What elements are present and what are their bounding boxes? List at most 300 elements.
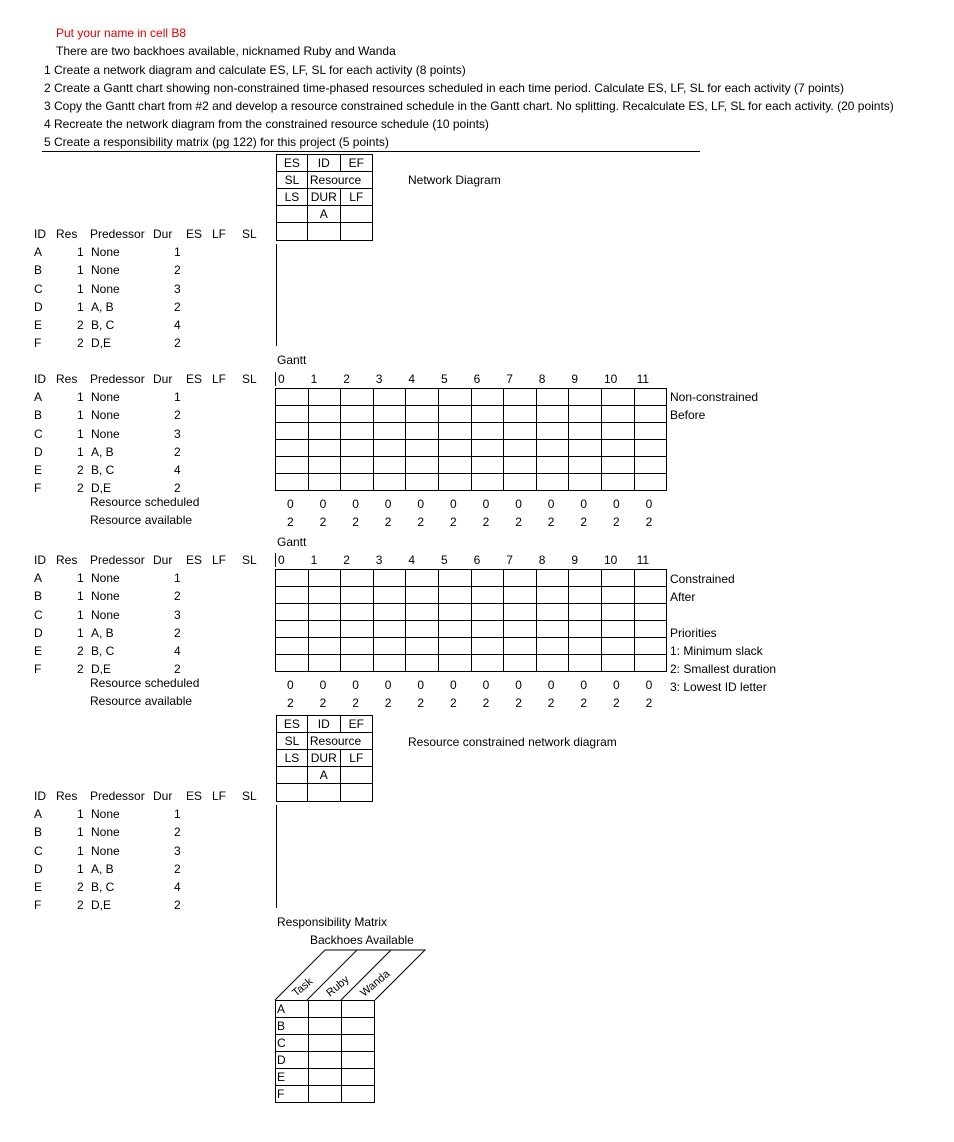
g1-cell[interactable]: [601, 389, 634, 406]
g1-cell[interactable]: [601, 440, 634, 457]
g1-cell[interactable]: [276, 423, 309, 440]
t2-row-3-res: 1: [77, 444, 84, 459]
g2-scheduled-5: 0: [450, 678, 457, 692]
g1-scheduled-8: 0: [547, 497, 555, 511]
t2-header-es: ES: [186, 372, 203, 386]
responsibility-header-svg: [270, 945, 440, 1005]
g1-available-5: 2: [450, 515, 457, 529]
g1-cell[interactable]: [438, 423, 471, 440]
t3-row-5-pred: D,E: [91, 662, 112, 677]
t3-header-dur: Dur: [153, 553, 173, 567]
priority-1: 1: Minimum slack: [670, 644, 763, 658]
g1-scheduled-9: 0: [580, 497, 588, 511]
responsibility-matrix: [275, 1000, 375, 1103]
g1-cell[interactable]: [308, 474, 341, 491]
g2-available-8: 2: [547, 696, 555, 710]
g2-cell[interactable]: [438, 570, 471, 587]
constrained-network-area-border: [276, 805, 277, 908]
g2-cell[interactable]: [569, 570, 602, 587]
g1-cell[interactable]: [373, 474, 406, 491]
g2-available-4: 2: [417, 696, 425, 710]
g2-scheduled-11: 0: [645, 678, 653, 692]
g1-scheduled-3: 0: [384, 497, 392, 511]
g1-cell[interactable]: [569, 474, 602, 491]
g1-cell[interactable]: [276, 406, 309, 423]
g1-cell[interactable]: [341, 457, 374, 474]
g1-cell[interactable]: [438, 440, 471, 457]
t1-row-0-id: A: [34, 245, 43, 260]
g1-cell[interactable]: [471, 474, 504, 491]
responsibility-subtitle: Backhoes Available: [310, 933, 414, 947]
g2-cell[interactable]: [341, 570, 374, 587]
g1-cell[interactable]: [341, 440, 374, 457]
g2-cell[interactable]: [438, 621, 471, 638]
g1-cell[interactable]: [438, 389, 471, 406]
t2-row-2-dur: 3: [174, 426, 181, 441]
g2-available-2: 2: [352, 696, 359, 710]
t3-row-1-dur: 2: [174, 589, 181, 604]
g1-period-6: 6: [473, 372, 481, 386]
t3-row-5-res: 2: [77, 662, 84, 677]
g1-cell[interactable]: [504, 406, 537, 423]
resp-ruby-d[interactable]: [309, 1052, 342, 1069]
g1-scheduled-7: 0: [515, 497, 522, 511]
t2-row-0-dur: 1: [174, 390, 181, 405]
g2-cell[interactable]: [341, 638, 374, 655]
g2-cell[interactable]: [276, 655, 309, 672]
g2-cell[interactable]: [471, 621, 504, 638]
g1-cell[interactable]: [504, 389, 537, 406]
resp-task-a: A: [276, 1001, 309, 1018]
t4-row-3-id: D: [34, 861, 43, 876]
g1-cell[interactable]: [308, 457, 341, 474]
t4-row-0-pred: None: [91, 807, 120, 822]
g1-cell[interactable]: [569, 406, 602, 423]
responsibility-title: Responsibility Matrix: [277, 915, 388, 929]
g1-cell[interactable]: [536, 474, 569, 491]
resp-wanda-c[interactable]: [342, 1035, 375, 1052]
g2-cell[interactable]: [276, 604, 309, 621]
g1-cell[interactable]: [601, 457, 634, 474]
g2-cell[interactable]: [634, 655, 667, 672]
step-3: 3 Copy the Gantt chart from #2 and develop a resource constrained schedule in the Gantt chart. No splitting. Recalculate ES, LF, SL for each activity. (20 points): [44, 99, 894, 113]
t1-row-4-dur: 4: [174, 318, 181, 332]
t2-row-4-dur: 4: [174, 463, 181, 477]
g1-available-3: 2: [384, 515, 392, 529]
resp-wanda-f[interactable]: [342, 1086, 375, 1103]
g2-cell[interactable]: [504, 570, 537, 587]
g1-cell[interactable]: [536, 406, 569, 423]
g1-header-left-border: [275, 372, 276, 386]
g2-cell[interactable]: [471, 587, 504, 604]
g2-cell[interactable]: [536, 638, 569, 655]
g1-cell[interactable]: [406, 440, 439, 457]
g1-cell[interactable]: [536, 440, 569, 457]
g2-resource-scheduled-label: Resource scheduled: [90, 676, 200, 690]
t4-header-lf: LF: [212, 789, 227, 803]
t4-header-es: ES: [186, 789, 203, 803]
t4-row-4-id: E: [34, 880, 43, 894]
t1-header-es: ES: [186, 227, 203, 241]
g2-available-1: 2: [319, 696, 327, 710]
g1-scheduled-11: 0: [645, 497, 653, 511]
g2-cell[interactable]: [406, 570, 439, 587]
t3-row-0-id: A: [34, 571, 43, 586]
g2-cell[interactable]: [276, 621, 309, 638]
g2-cell[interactable]: [601, 655, 634, 672]
g1-cell[interactable]: [438, 406, 471, 423]
g2-cell[interactable]: [308, 621, 341, 638]
g2-cell[interactable]: [471, 570, 504, 587]
g2-cell[interactable]: [373, 587, 406, 604]
t2-row-5-res: 2: [77, 481, 84, 496]
t2-row-4-res: 2: [77, 463, 84, 477]
t1-row-0-dur: 1: [174, 245, 181, 260]
g2-scheduled-3: 0: [384, 678, 392, 692]
g2-cell[interactable]: [308, 570, 341, 587]
g1-cell[interactable]: [276, 440, 309, 457]
g2-cell[interactable]: [341, 655, 374, 672]
g2-available-10: 2: [613, 696, 620, 710]
g2-scheduled-0: 0: [287, 678, 294, 692]
resp-ruby-b[interactable]: [309, 1018, 342, 1035]
t4-row-3-dur: 2: [174, 861, 181, 876]
g1-cell[interactable]: [438, 457, 471, 474]
g2-cell[interactable]: [373, 621, 406, 638]
g2-cell[interactable]: [276, 638, 309, 655]
t3-row-2-res: 1: [77, 607, 84, 622]
t4-row-3-res: 1: [77, 861, 84, 876]
g2-cell[interactable]: [504, 587, 537, 604]
g1-available-11: 2: [645, 515, 653, 529]
t4-row-1-id: B: [34, 825, 43, 840]
g1-period-9: 9: [571, 372, 579, 386]
g2-cell[interactable]: [341, 604, 374, 621]
g2-period-5: 5: [441, 553, 448, 567]
g1-cell[interactable]: [634, 474, 667, 491]
g2-cell[interactable]: [634, 621, 667, 638]
g2-cell[interactable]: [373, 604, 406, 621]
g2-cell[interactable]: [634, 587, 667, 604]
g2-cell[interactable]: [504, 604, 537, 621]
g2-cell[interactable]: [406, 621, 439, 638]
g1-cell[interactable]: [471, 406, 504, 423]
step-4: 4 Recreate the network diagram from the constrained resource schedule (10 points): [44, 117, 489, 131]
priority-2: 2: Smallest duration: [670, 662, 777, 676]
g1-cell[interactable]: [438, 474, 471, 491]
t2-row-1-pred: None: [91, 408, 120, 423]
g1-cell[interactable]: [341, 406, 374, 423]
g1-cell[interactable]: [341, 389, 374, 406]
g1-cell[interactable]: [536, 423, 569, 440]
resp-wanda-a[interactable]: [342, 1001, 375, 1018]
resp-wanda-d[interactable]: [342, 1052, 375, 1069]
g2-available-9: 2: [580, 696, 588, 710]
g2-cell[interactable]: [308, 638, 341, 655]
g2-cell[interactable]: [471, 655, 504, 672]
g1-cell[interactable]: [536, 457, 569, 474]
g1-cell[interactable]: [601, 474, 634, 491]
resp-ruby-f[interactable]: [309, 1086, 342, 1103]
g1-cell[interactable]: [634, 406, 667, 423]
g2-cell[interactable]: [406, 655, 439, 672]
g1-scheduled-1: 0: [319, 497, 327, 511]
g2-cell[interactable]: [276, 570, 309, 587]
resp-ruby-e[interactable]: [309, 1069, 342, 1086]
g2-cell[interactable]: [373, 655, 406, 672]
t3-row-3-id: D: [34, 625, 43, 640]
t4-row-5-dur: 2: [174, 898, 181, 913]
g2-cell[interactable]: [471, 638, 504, 655]
t2-row-0-res: 1: [77, 390, 84, 405]
t2-header-sl: SL: [242, 372, 257, 386]
gantt-1-title: Gantt: [277, 353, 307, 367]
g1-available-2: 2: [352, 515, 359, 529]
g1-period-5: 5: [441, 372, 448, 386]
g1-cell[interactable]: [601, 423, 634, 440]
g1-cell[interactable]: [504, 457, 537, 474]
t2-header-predessor: Predessor: [90, 372, 145, 386]
g1-cell[interactable]: [276, 457, 309, 474]
g2-scheduled-4: 0: [417, 678, 425, 692]
t2-row-0-id: A: [34, 390, 43, 405]
g1-cell[interactable]: [504, 474, 537, 491]
g2-cell[interactable]: [504, 621, 537, 638]
g1-cell[interactable]: [406, 457, 439, 474]
g1-cell[interactable]: [504, 440, 537, 457]
g1-resource-available-label: Resource available: [90, 513, 193, 527]
g1-available-8: 2: [547, 515, 555, 529]
g1-available-1: 2: [319, 515, 327, 529]
g2-period-11: 11: [636, 553, 650, 567]
g2-cell[interactable]: [373, 638, 406, 655]
g1-cell[interactable]: [634, 457, 667, 474]
g1-cell[interactable]: [276, 474, 309, 491]
g1-cell[interactable]: [373, 406, 406, 423]
step-2: 2 Create a Gantt chart showing non-constrained time-phased resources scheduled in each time period. Calculate ES, LF, SL for each activity (7 points): [44, 81, 844, 95]
g2-cell[interactable]: [536, 621, 569, 638]
g2-cell[interactable]: [308, 604, 341, 621]
t1-row-3-pred: A, B: [91, 299, 114, 314]
g1-cell[interactable]: [308, 423, 341, 440]
t4-row-1-dur: 2: [174, 825, 181, 840]
g2-period-2: 2: [343, 553, 350, 567]
name-note: Put your name in cell B8: [56, 26, 187, 40]
g2-cell[interactable]: [504, 655, 537, 672]
g2-cell[interactable]: [308, 587, 341, 604]
g2-grid: [275, 569, 667, 672]
t4-row-5-id: F: [34, 898, 42, 913]
g2-cell[interactable]: [536, 570, 569, 587]
col-header-wanda: Wanda: [358, 967, 393, 1000]
g2-cell[interactable]: [601, 604, 634, 621]
g1-cell[interactable]: [308, 406, 341, 423]
g2-scheduled-10: 0: [613, 678, 620, 692]
g2-cell[interactable]: [438, 604, 471, 621]
g1-cell[interactable]: [406, 406, 439, 423]
t2-row-2-res: 1: [77, 426, 84, 441]
g2-header-left-border: [275, 553, 276, 567]
t1-row-3-res: 1: [77, 299, 84, 314]
g1-available-9: 2: [580, 515, 588, 529]
g2-available-6: 2: [482, 696, 490, 710]
g2-cell[interactable]: [569, 638, 602, 655]
g2-cell[interactable]: [438, 655, 471, 672]
t1-row-1-res: 1: [77, 263, 84, 278]
t1-header-id: ID: [34, 227, 46, 241]
resp-wanda-e[interactable]: [342, 1069, 375, 1086]
g2-cell[interactable]: [601, 570, 634, 587]
g2-cell[interactable]: [438, 638, 471, 655]
g1-grid: [275, 388, 667, 491]
g2-cell[interactable]: [406, 604, 439, 621]
g2-cell[interactable]: [601, 638, 634, 655]
g1-cell[interactable]: [569, 457, 602, 474]
g2-cell[interactable]: [438, 587, 471, 604]
g1-cell[interactable]: [634, 423, 667, 440]
gantt-1-note-2: Before: [670, 408, 706, 422]
t1-row-2-dur: 3: [174, 281, 181, 296]
t4-header-res: Res: [56, 789, 78, 803]
g2-cell[interactable]: [536, 587, 569, 604]
t4-header-dur: Dur: [153, 789, 173, 803]
step-1: 1 Create a network diagram and calculate ES, LF, SL for each activity (8 points): [44, 63, 466, 77]
t1-row-4-id: E: [34, 318, 43, 332]
t1-header-res: Res: [56, 227, 78, 241]
g2-cell[interactable]: [341, 587, 374, 604]
t4-row-4-dur: 4: [174, 880, 181, 894]
t2-row-4-pred: B, C: [91, 463, 115, 477]
g1-cell[interactable]: [373, 457, 406, 474]
g1-available-10: 2: [613, 515, 620, 529]
t4-row-2-res: 1: [77, 843, 84, 858]
step-5: 5 Create a responsibility matrix (pg 122) for this project (5 points): [44, 135, 389, 149]
g2-period-6: 6: [473, 553, 481, 567]
g2-period-8: 8: [538, 553, 546, 567]
g1-cell[interactable]: [341, 423, 374, 440]
g1-scheduled-6: 0: [482, 497, 490, 511]
g1-cell[interactable]: [569, 423, 602, 440]
g1-cell[interactable]: [341, 474, 374, 491]
g1-cell[interactable]: [504, 423, 537, 440]
g2-cell[interactable]: [569, 604, 602, 621]
g2-cell[interactable]: [536, 604, 569, 621]
g2-cell[interactable]: [373, 570, 406, 587]
t2-row-1-res: 1: [77, 408, 84, 423]
t3-row-0-res: 1: [77, 571, 84, 586]
g1-cell[interactable]: [373, 423, 406, 440]
g1-period-10: 10: [604, 372, 618, 386]
g2-cell[interactable]: [634, 604, 667, 621]
g2-cell[interactable]: [569, 655, 602, 672]
g1-cell[interactable]: [406, 423, 439, 440]
g1-cell[interactable]: [308, 389, 341, 406]
g2-cell[interactable]: [308, 655, 341, 672]
g1-cell[interactable]: [373, 440, 406, 457]
t2-row-2-id: C: [34, 426, 43, 441]
g2-cell[interactable]: [536, 655, 569, 672]
t4-row-0-id: A: [34, 807, 43, 822]
g1-cell[interactable]: [634, 440, 667, 457]
g1-cell[interactable]: [569, 389, 602, 406]
g2-cell[interactable]: [601, 621, 634, 638]
t4-header-sl: SL: [242, 789, 257, 803]
t1-row-1-dur: 2: [174, 263, 181, 278]
g1-cell[interactable]: [471, 423, 504, 440]
g1-cell[interactable]: [634, 389, 667, 406]
resp-ruby-a[interactable]: [309, 1001, 342, 1018]
t3-row-4-res: 2: [77, 644, 84, 658]
t1-row-4-pred: B, C: [91, 318, 115, 332]
g2-cell[interactable]: [601, 587, 634, 604]
g2-cell[interactable]: [569, 587, 602, 604]
t3-row-3-pred: A, B: [91, 625, 114, 640]
t3-row-5-id: F: [34, 662, 42, 677]
g2-scheduled-8: 0: [547, 678, 555, 692]
intro-text: There are two backhoes available, nicknamed Ruby and Wanda: [56, 44, 396, 58]
g1-scheduled-4: 0: [417, 497, 425, 511]
g1-cell[interactable]: [308, 440, 341, 457]
g1-cell[interactable]: [406, 474, 439, 491]
g1-cell[interactable]: [406, 389, 439, 406]
g2-cell[interactable]: [504, 638, 537, 655]
gantt-2-note-1: Constrained: [670, 572, 735, 586]
g2-scheduled-6: 0: [482, 678, 490, 692]
g1-cell[interactable]: [536, 389, 569, 406]
g2-cell[interactable]: [406, 587, 439, 604]
g2-cell[interactable]: [634, 570, 667, 587]
t3-row-3-res: 1: [77, 625, 84, 640]
t4-row-1-pred: None: [91, 825, 120, 840]
g1-cell[interactable]: [471, 457, 504, 474]
t4-row-2-dur: 3: [174, 843, 181, 858]
t1-row-1-id: B: [34, 263, 43, 278]
g1-cell[interactable]: [471, 440, 504, 457]
resp-wanda-b[interactable]: [342, 1018, 375, 1035]
t4-row-3-pred: A, B: [91, 861, 114, 876]
g2-period-4: 4: [408, 553, 416, 567]
g2-cell[interactable]: [341, 621, 374, 638]
resp-ruby-c[interactable]: [309, 1035, 342, 1052]
t3-row-4-pred: B, C: [91, 644, 115, 658]
t1-row-2-res: 1: [77, 281, 84, 296]
g2-cell[interactable]: [471, 604, 504, 621]
g1-cell[interactable]: [373, 389, 406, 406]
g1-cell[interactable]: [276, 389, 309, 406]
g2-cell[interactable]: [569, 621, 602, 638]
t4-row-5-pred: D,E: [91, 898, 112, 913]
g1-cell[interactable]: [471, 389, 504, 406]
t2-header-id: ID: [34, 372, 46, 386]
t3-header-predessor: Predessor: [90, 553, 145, 567]
t1-header-predessor: Predessor: [90, 227, 145, 241]
g2-cell[interactable]: [406, 638, 439, 655]
t2-header-dur: Dur: [153, 372, 173, 386]
t4-row-4-res: 2: [77, 880, 84, 894]
g2-available-3: 2: [384, 696, 392, 710]
t1-row-0-res: 1: [77, 245, 84, 260]
t1-row-2-id: C: [34, 281, 43, 296]
t2-row-3-dur: 2: [174, 444, 181, 459]
constrained-network-title: Resource constrained network diagram: [408, 735, 617, 749]
t3-row-2-dur: 3: [174, 607, 181, 622]
g1-cell[interactable]: [569, 440, 602, 457]
g2-available-5: 2: [450, 696, 457, 710]
g2-cell[interactable]: [634, 638, 667, 655]
g1-scheduled-0: 0: [287, 497, 294, 511]
g2-cell[interactable]: [276, 587, 309, 604]
g1-cell[interactable]: [601, 406, 634, 423]
